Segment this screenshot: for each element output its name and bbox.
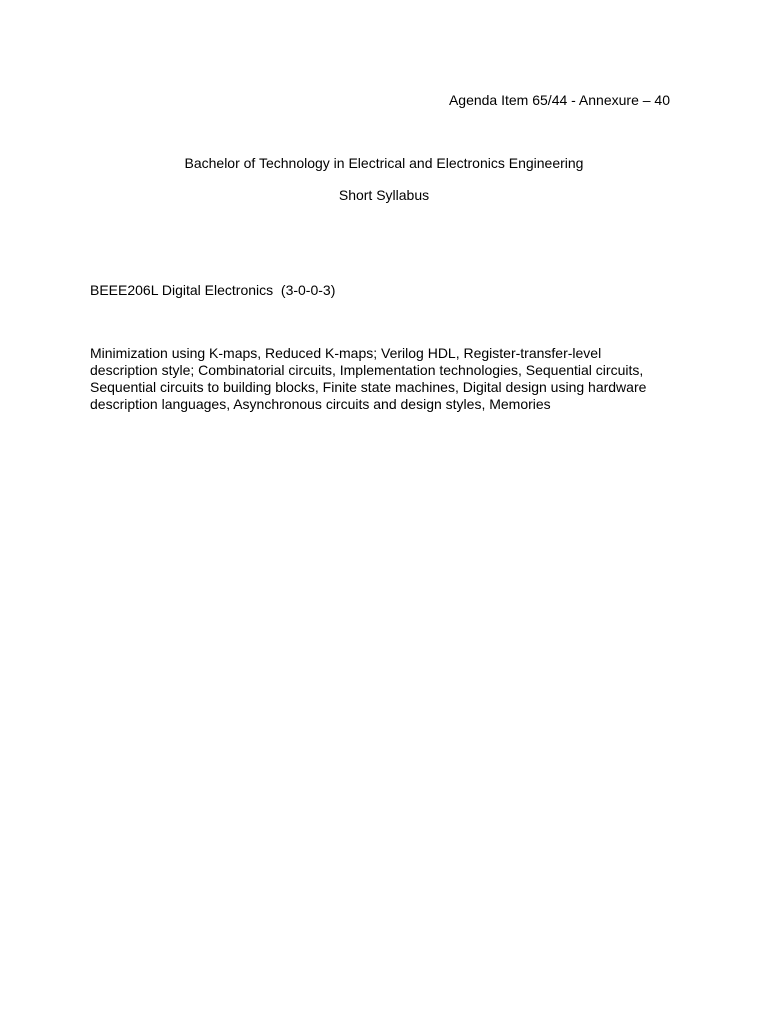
syllabus-line: description style; Combinatorial circuits, Implementation technologies, Sequential circuits, [90, 362, 644, 378]
syllabus-line: Minimization using K-maps, Reduced K-maps; Verilog HDL, Register-transfer-level [90, 345, 602, 361]
section-title: Short Syllabus [338, 187, 430, 203]
syllabus-line: description languages, Asynchronous circuits and design styles, Memories [90, 396, 551, 412]
programme-title: Bachelor of Technology in Electrical and Electronics Engineering [184, 155, 584, 171]
course-heading: BEEE206L Digital Electronics (3-0-0-3) [90, 282, 336, 298]
syllabus-line: Sequential circuits to building blocks, Finite state machines, Digital design using hardware [90, 379, 647, 395]
syllabus-paragraph [90, 345, 690, 413]
agenda-reference: Agenda Item 65/44 - Annexure – 40 [448, 92, 670, 108]
